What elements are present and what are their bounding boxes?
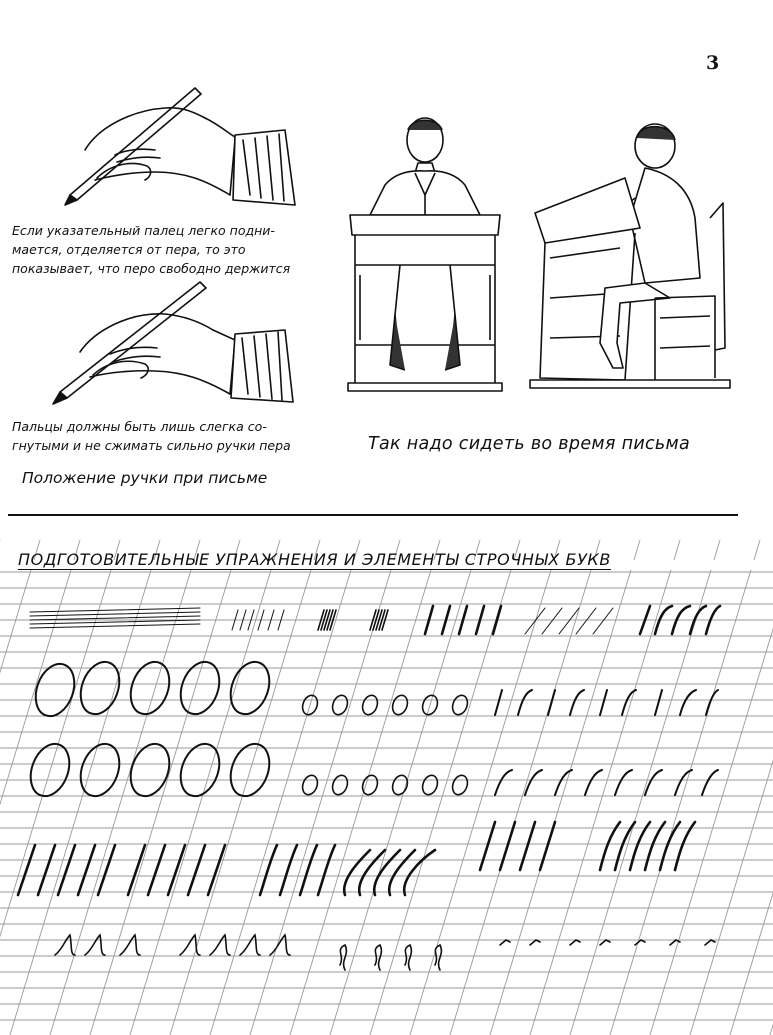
pen-grip-caption-top-line-3: показывает, что перо свободно держится bbox=[12, 261, 291, 276]
hatching-exercise bbox=[30, 608, 388, 630]
pen-grip-caption-bottom-line-1: Пальцы должны быть лишь слегка со- bbox=[12, 419, 267, 434]
pen-grip-caption-top-line-1: Если указательный палец легко подни- bbox=[12, 223, 275, 238]
long-strokes-row bbox=[18, 822, 695, 895]
posture-caption: Так надо сидеть во время письма bbox=[368, 434, 691, 454]
small-ovals-row-1 bbox=[300, 693, 470, 717]
large-ovals-row-1 bbox=[29, 656, 276, 721]
page-number: 3 bbox=[706, 52, 720, 74]
pen-grip-caption-top-line-2: мается, отделяется от пера, то это bbox=[12, 242, 246, 257]
hooked-strokes-row-2 bbox=[495, 690, 718, 715]
pen-grip-section-title: Положение ручки при письме bbox=[22, 469, 268, 487]
exercises-title: ПОДГОТОВИТЕЛЬНЫЕ УПРАЖНЕНИЯ И ЭЛЕМЕНТЫ СТРОЧНЫХ БУКВ bbox=[18, 550, 611, 569]
pen-grip-caption-bottom-line-2: гнутыми и не сжимать сильно ручки пера bbox=[12, 438, 291, 453]
